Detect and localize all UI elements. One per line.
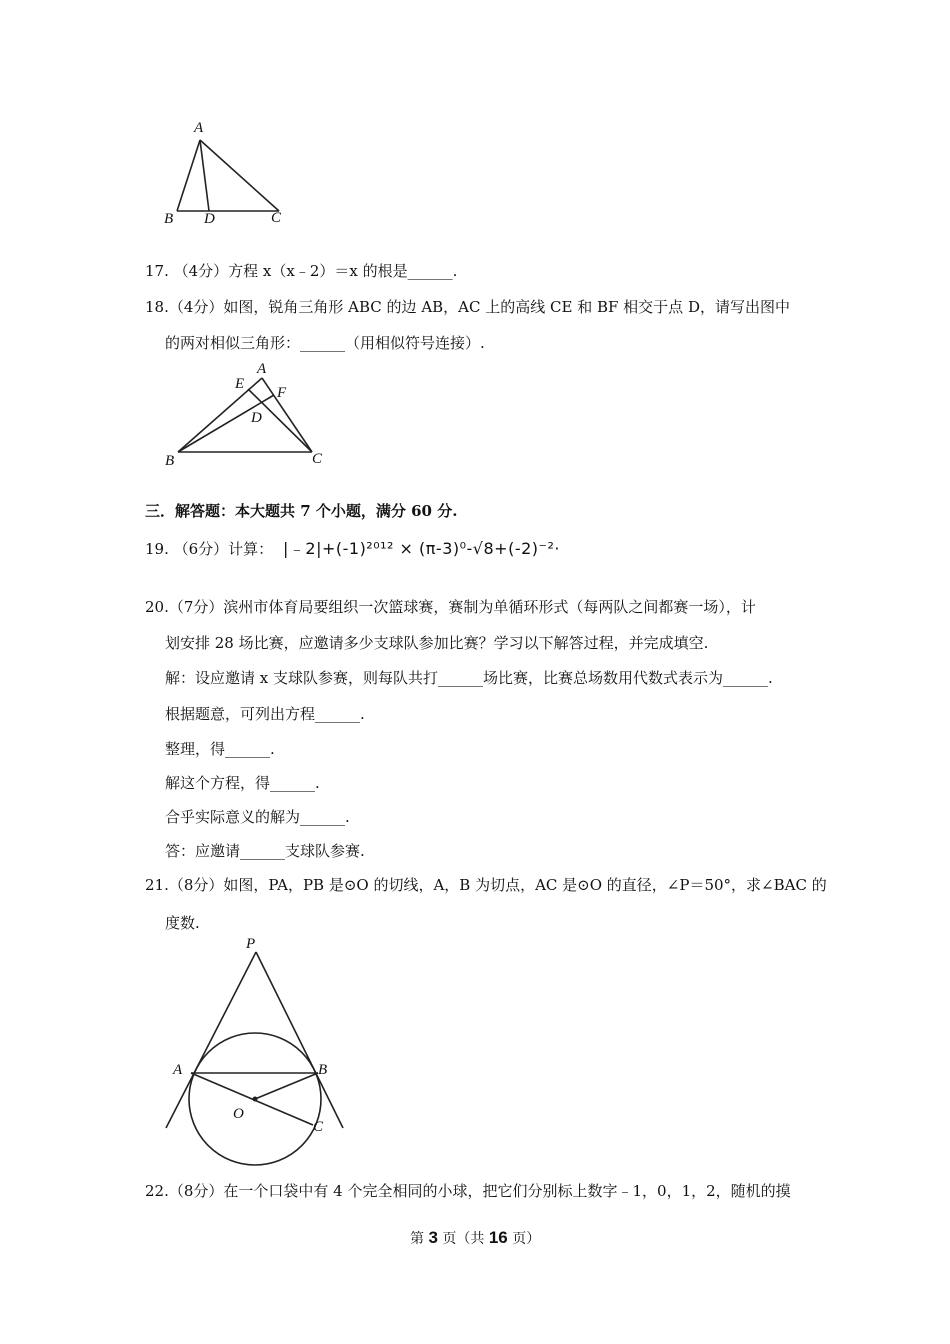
label-b3: B xyxy=(318,1062,328,1078)
question-20-line6: 解这个方程，得______. xyxy=(165,774,320,792)
footer-middle: 页（共 xyxy=(437,1231,489,1247)
question-20-line3: 解：设应邀请 x 支球队参赛，则每队共打______场比赛，比赛总场数用代数式表示为______. xyxy=(165,669,773,687)
label-a2: A xyxy=(257,361,267,377)
label-c: C xyxy=(271,210,282,226)
segment-ad xyxy=(200,140,209,211)
question-20-line4: 根据题意，可列出方程______. xyxy=(165,705,365,723)
label-c2: C xyxy=(312,451,323,467)
footer-page-number: 3 xyxy=(428,1228,438,1247)
label-b2: B xyxy=(165,453,175,469)
question-20-line8: 答：应邀请______支球队参赛. xyxy=(165,842,365,860)
question-17: 17. （4分）方程 x（x﹣2）＝x 的根是______. xyxy=(145,262,458,280)
question-21-line2: 度数. xyxy=(165,914,200,932)
label-e2: E xyxy=(235,376,245,392)
question-22-line1: 22.（8分）在一个口袋中有 4 个完全相同的小球，把它们分别标上数字﹣1，0，1，2，随机的摸 xyxy=(145,1182,791,1200)
question-21-line1: 21.（8分）如图，PA，PB 是⊙O 的切线，A，B 为切点，AC 是⊙O 的直径，∠P＝50°，求∠BAC 的 xyxy=(145,876,827,894)
label-d2: D xyxy=(251,410,262,426)
figure-triangle-altitudes xyxy=(178,378,312,452)
question-20-line5: 整理，得______. xyxy=(165,740,275,758)
label-c3: C xyxy=(313,1119,324,1135)
center-point xyxy=(253,1097,258,1102)
label-a: A xyxy=(194,120,204,136)
label-b: B xyxy=(164,211,174,227)
question-19-prefix: 19. （6分）计算： xyxy=(145,540,274,558)
label-o3: O xyxy=(233,1106,244,1122)
question-18-line2: 的两对相似三角形：______（用相似符号连接）. xyxy=(165,334,485,352)
section-heading: 三．解答题：本大题共 7 个小题，满分 60 分. xyxy=(145,502,458,520)
question-18-line1: 18.（4分）如图，锐角三角形 ABC 的边 AB，AC 上的高线 CE 和 BF 相交于点 D，请写出图中 xyxy=(145,298,790,316)
label-d: D xyxy=(204,211,215,227)
segment-ab xyxy=(177,140,200,211)
question-19-formula: |﹣2|+(-1)²⁰¹² × (π-3)⁰-√8+(-2)⁻²· xyxy=(283,539,560,558)
footer-prefix: 第 xyxy=(410,1231,429,1247)
segment-ac xyxy=(200,140,279,211)
question-20-line1: 20.（7分）滨州市体育局要组织一次篮球赛，赛制为单循环形式（每两队之间都赛一场），计 xyxy=(145,598,756,616)
label-a3: A xyxy=(173,1062,183,1078)
footer-suffix: 页） xyxy=(507,1231,541,1247)
footer-total-pages: 16 xyxy=(488,1228,508,1247)
label-p3: P xyxy=(246,936,256,952)
page-footer xyxy=(410,1228,540,1248)
question-20-line2: 划安排 28 场比赛，应邀请多少支球队参加比赛？学习以下解答过程，并完成填空. xyxy=(165,634,709,652)
label-f2: F xyxy=(277,385,287,401)
question-20-line7: 合乎实际意义的解为______. xyxy=(165,808,350,826)
